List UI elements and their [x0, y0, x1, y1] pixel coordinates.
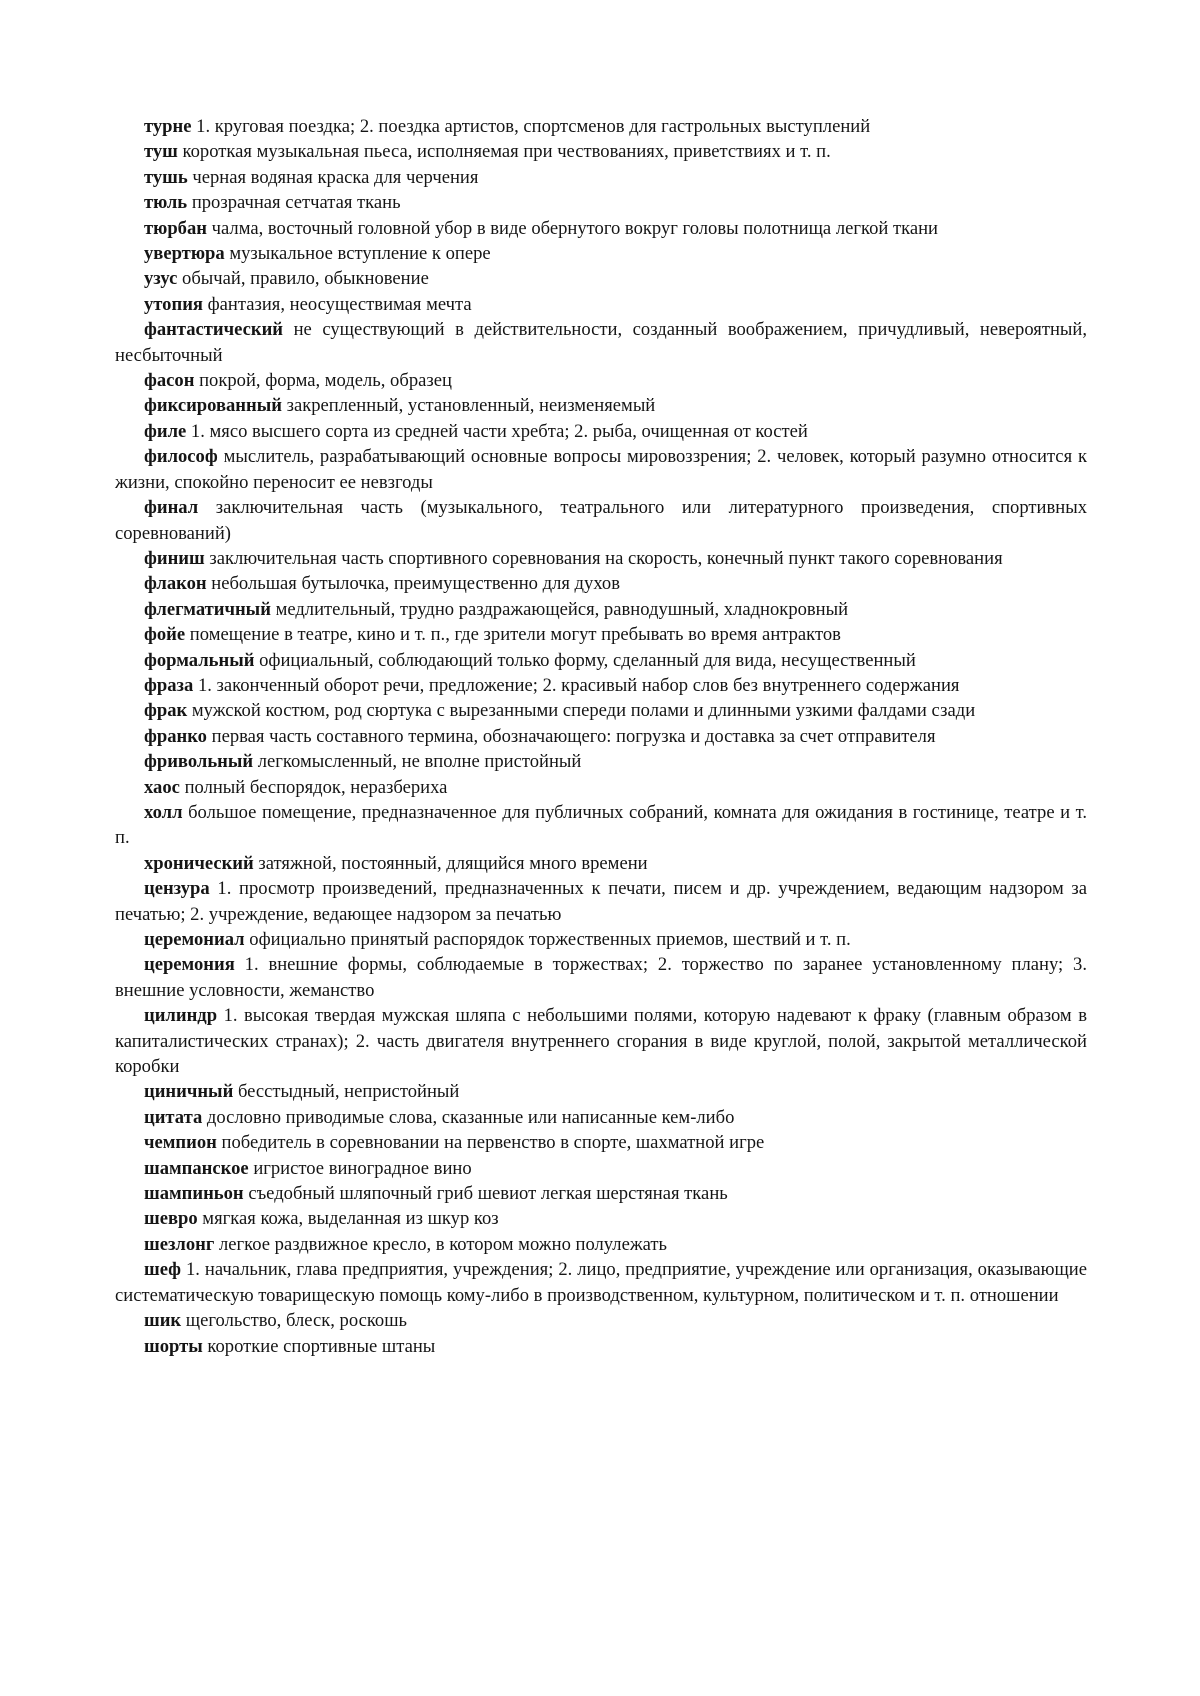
dictionary-entry: [115, 1181, 1087, 1206]
entry-term: фойе: [144, 624, 186, 646]
entry-term: церемониал: [144, 929, 245, 950]
entry-term: шорты: [144, 1335, 203, 1357]
entry-definition: мыслитель, разрабатывающий основные вопросы мировоззрения; 2. человек, который разумно относится к жизни, спокойно переносит ее невзгоды: [115, 446, 1087, 493]
dictionary-entry: [115, 1334, 1087, 1359]
entry-term: философ: [144, 446, 218, 468]
entry-term: цитата: [144, 1106, 203, 1128]
entry-definition: чалма, восточный головной убор в виде обернутого вокруг головы полотнища легкой ткани: [211, 217, 939, 239]
dictionary-entry: [115, 1206, 1087, 1231]
entry-definition: большое помещение, предназначенное для публичных собраний, комната для ожидания в гостинице, театре и т. п.: [115, 801, 1087, 849]
dictionary-entry: [115, 546, 1087, 571]
entry-definition: затяжной, постоянный, длящийся много времени: [258, 852, 648, 874]
entry-definition: черная водяная краска для черчения: [192, 166, 479, 188]
entry-definition: музыкальное вступление к опере: [229, 243, 491, 265]
entry-definition: 1. высокая твердая мужская шляпа с небольшими полями, которую надевают к фраку (главным образом в капиталистических странах); 2. часть двигателя внутреннего сгорания в виде круглой, полой, закрытой металлической коробки: [115, 1005, 1087, 1078]
entry-definition: мужской костюм, род сюртука с вырезанными спереди полами и длинными узкими фалдами сзади: [191, 700, 976, 722]
dictionary-entry: [115, 571, 1087, 596]
dictionary-entry: [115, 724, 1087, 749]
entry-definition: помещение в театре, кино и т. п., где зрители могут пребывать во время антрактов: [189, 624, 841, 646]
entry-definition: 1. мясо высшего сорта из средней части хребта; 2. рыба, очищенная от костей: [190, 420, 808, 442]
entry-term: цилиндр: [144, 1005, 218, 1027]
entry-term: фантастический: [144, 319, 283, 341]
entry-term: хронический: [144, 852, 254, 874]
dictionary-entry: [115, 597, 1087, 622]
entry-definition: официальный, соблюдающий только форму, сделанный для вида, несущественный: [259, 649, 916, 671]
entry-term: филе: [144, 420, 187, 442]
entry-definition: мягкая кожа, выделанная из шкур коз: [202, 1208, 499, 1230]
dictionary-entry: [115, 1257, 1087, 1308]
entry-definition: обычай, правило, обыкновение: [182, 268, 429, 290]
entry-term: увертюра: [144, 243, 225, 265]
dictionary-entry: [115, 775, 1087, 800]
dictionary-entry: [115, 622, 1087, 647]
dictionary-entry: [115, 292, 1087, 317]
dictionary-entry: [115, 1003, 1087, 1079]
entry-definition: 1. внешние формы, соблюдаемые в торжествах; 2. торжество по заранее установленному плану; 3. внешние условности, жеманство: [115, 954, 1087, 1001]
entry-definition: 1. просмотр произведений, предназначенных к печати, писем и др. учреждением, ведающим надзором за печатью; 2. учреждение, ведающее надзором за печатью: [115, 878, 1088, 925]
entry-definition: полный беспорядок, неразбериха: [184, 776, 448, 798]
dictionary-entry: [115, 266, 1087, 291]
dictionary-entry: [115, 495, 1087, 546]
entry-term: хаос: [144, 776, 180, 798]
entry-term: тюль: [144, 192, 188, 214]
entry-definition: прозрачная сетчатая ткань: [191, 192, 401, 214]
entry-definition: первая часть составного термина, обозначающего: погрузка и доставка за счет отправителя: [211, 725, 936, 747]
dictionary-entry: [115, 1308, 1087, 1333]
entry-term: шампанское: [144, 1157, 249, 1179]
entry-term: цензура: [144, 878, 210, 900]
dictionary-entry: [115, 1130, 1087, 1155]
entry-definition: медлительный, трудно раздражающейся, равнодушный, хладнокровный: [275, 598, 849, 620]
dictionary-entry: [115, 749, 1087, 774]
entry-definition: 1. начальник, глава предприятия, учреждения; 2. лицо, предприятие, учреждение или организация, оказывающие систематическую товарищескую помощь кому-либо в производственном, культурном, политическом и т. п. отношении: [115, 1259, 1087, 1306]
entry-definition: покрой, форма, модель, образец: [199, 370, 452, 392]
dictionary-entry: [115, 165, 1087, 190]
entry-definition: короткая музыкальная пьеса, исполняемая при чествованиях, приветствиях и т. п.: [182, 141, 831, 163]
entry-term: формальный: [144, 649, 255, 671]
entry-term: финал: [144, 497, 199, 519]
entry-definition: закрепленный, установленный, неизменяемый: [286, 395, 656, 417]
dictionary-entry: [115, 419, 1087, 444]
entry-term: циничный: [144, 1081, 234, 1103]
dictionary-entry: [115, 851, 1087, 876]
entry-term: тюрбан: [144, 217, 207, 239]
entry-definition: официально принятый распорядок торжественных приемов, шествий и т. п.: [249, 929, 851, 950]
dictionary-entry: [115, 139, 1087, 164]
dictionary-entry: [115, 800, 1087, 851]
entry-term: флакон: [144, 573, 207, 595]
entry-term: холл: [144, 801, 183, 823]
dictionary-entry: [115, 927, 1087, 952]
entry-definition: короткие спортивные штаны: [207, 1335, 436, 1357]
dictionary-page: [115, 114, 1087, 1359]
entry-term: финиш: [144, 547, 205, 569]
dictionary-entry: [115, 698, 1087, 723]
entry-term: франко: [144, 725, 207, 747]
entry-term: чемпион: [144, 1132, 217, 1154]
dictionary-entry: [115, 1232, 1087, 1257]
entry-definition: съедобный шляпочный гриб шевиот легкая шерстяная ткань: [248, 1183, 728, 1205]
entry-definition: игристое виноградное вино: [253, 1157, 472, 1179]
entry-term: шезлонг: [144, 1233, 215, 1255]
entry-term: флегматичный: [144, 598, 271, 620]
entry-definition: дословно приводимые слова, сказанные или написанные кем-либо: [206, 1106, 735, 1128]
dictionary-entry: [115, 1105, 1087, 1130]
dictionary-entry: [115, 876, 1087, 927]
entry-term: церемония: [144, 954, 235, 976]
dictionary-entry: [115, 952, 1087, 1003]
dictionary-entry: [115, 393, 1087, 418]
entry-term: фривольный: [144, 751, 254, 773]
entry-definition: победитель в соревновании на первенство в спорте, шахматной игре: [221, 1132, 765, 1154]
entry-definition: легкомысленный, не вполне пристойный: [257, 751, 582, 773]
entry-term: шеф: [144, 1259, 182, 1281]
entry-term: фасон: [144, 370, 195, 392]
entry-definition: заключительная часть спортивного соревнования на скорость, конечный пункт такого соревнования: [209, 547, 1003, 569]
entry-term: фраза: [144, 674, 194, 696]
dictionary-entry: [115, 1156, 1087, 1181]
dictionary-entry: [115, 648, 1087, 673]
entry-definition: заключительная часть (музыкального, театрального или литературного произведения, спортивных соревнований): [115, 497, 1087, 544]
dictionary-entry: [115, 216, 1087, 241]
entry-definition: небольшая бутылочка, преимущественно для духов: [211, 573, 620, 595]
dictionary-entry: [115, 673, 1087, 698]
entry-definition: бесстыдный, непристойный: [237, 1081, 460, 1103]
entry-definition: 1. законченный оборот речи, предложение; 2. красивый набор слов без внутреннего содержания: [197, 674, 960, 696]
dictionary-entry: [115, 317, 1087, 368]
entry-definition: не существующий в действительности, созданный воображением, причудливый, невероятный, несбыточный: [115, 319, 1087, 366]
entry-term: тушь: [144, 166, 188, 188]
dictionary-entry: [115, 190, 1087, 215]
entry-term: турне: [144, 116, 192, 137]
entry-term: фрак: [144, 700, 188, 722]
entry-term: туш: [144, 141, 178, 163]
entry-term: шик: [144, 1310, 182, 1332]
entry-term: шевро: [144, 1208, 198, 1230]
entry-definition: легкое раздвижное кресло, в котором можно полулежать: [218, 1233, 668, 1255]
dictionary-entry: [115, 114, 1087, 139]
dictionary-entry: [115, 241, 1087, 266]
entry-definition: щегольство, блеск, роскошь: [185, 1310, 408, 1332]
entry-term: фиксированный: [144, 395, 282, 417]
entry-definition: фантазия, неосуществимая мечта: [207, 293, 472, 315]
dictionary-entry: [115, 1079, 1087, 1104]
entry-term: утопия: [144, 293, 203, 315]
dictionary-entry: [115, 368, 1087, 393]
entry-term: шампиньон: [144, 1183, 244, 1205]
entry-definition: 1. круговая поездка; 2. поездка артистов, спортсменов для гастрольных выступлений: [196, 116, 871, 137]
dictionary-entry: [115, 444, 1087, 495]
entry-term: узус: [144, 268, 178, 290]
